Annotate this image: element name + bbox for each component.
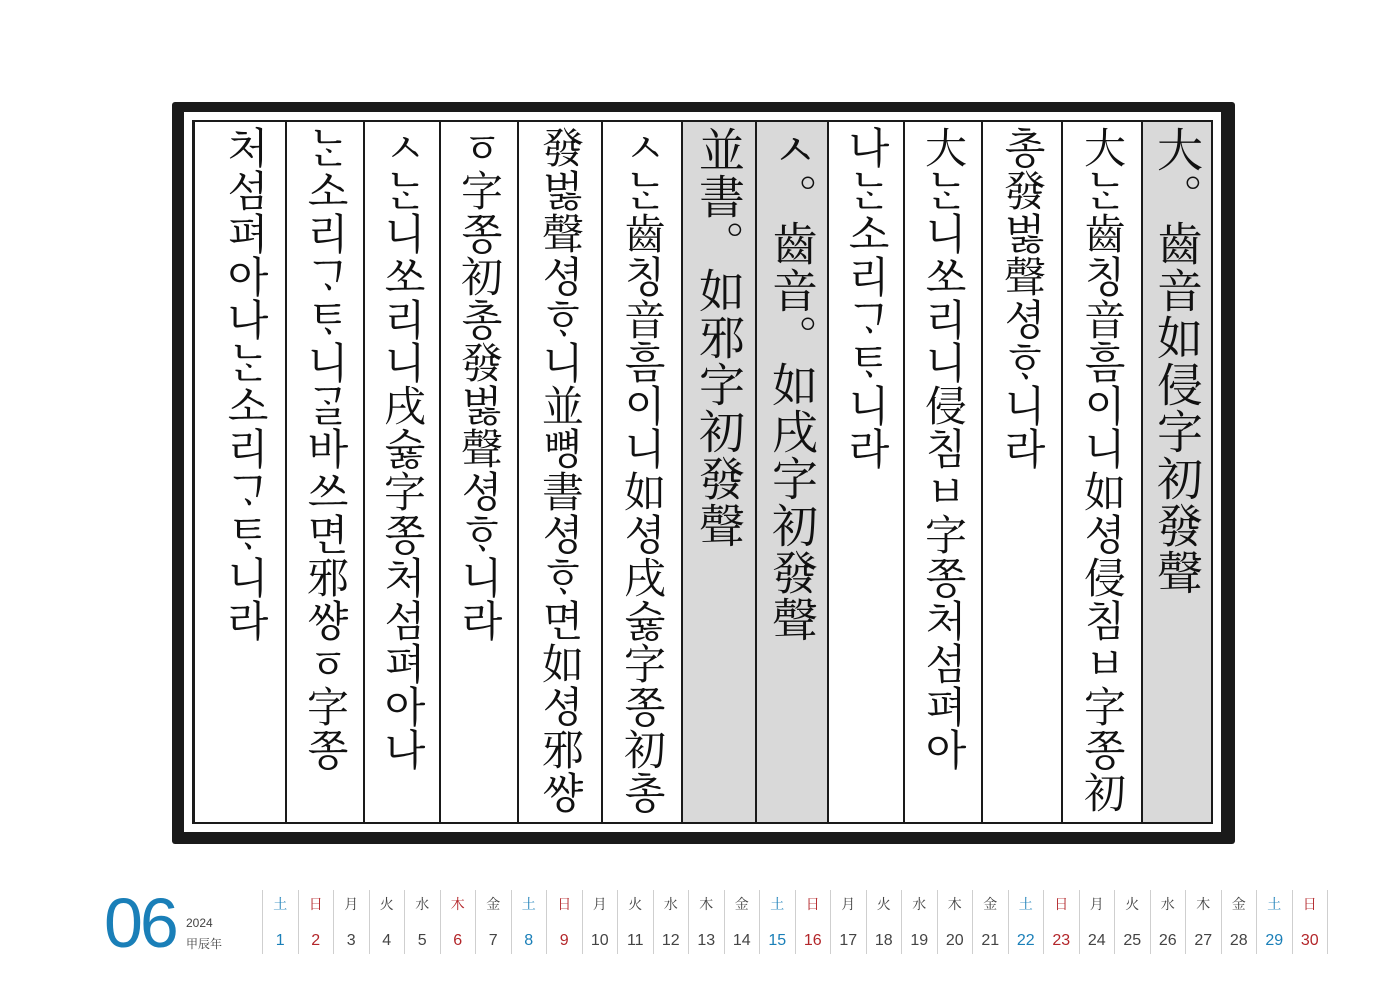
year-label: 2024 xyxy=(186,916,213,930)
day-cell xyxy=(1256,890,1292,954)
day-number: 17 xyxy=(839,932,858,949)
day-number: 22 xyxy=(1016,932,1035,949)
day-number: 8 xyxy=(524,932,534,949)
day-cell xyxy=(724,890,760,954)
weekday-label: 金 xyxy=(983,896,998,912)
weekday-label: 水 xyxy=(663,896,678,912)
weekday-label: 月 xyxy=(841,896,856,912)
day-strip xyxy=(262,890,1328,954)
day-cell xyxy=(901,890,937,954)
text-column xyxy=(363,122,439,822)
day-number: 4 xyxy=(382,932,392,949)
text-column xyxy=(439,122,517,822)
day-cell xyxy=(440,890,476,954)
day-cell xyxy=(653,890,689,954)
weekday-label: 土 xyxy=(1018,896,1033,912)
column-text: 나ᄂᆞᆫ소리ᄀᆞᄐᆞ니라 xyxy=(842,126,891,470)
day-number: 19 xyxy=(910,932,929,949)
weekday-label: 月 xyxy=(344,896,359,912)
column-text: 大。齒音如侵字初發聲 xyxy=(1150,126,1204,596)
text-column xyxy=(517,122,601,822)
day-number: 18 xyxy=(874,932,893,949)
day-cell xyxy=(866,890,902,954)
woodblock-plate xyxy=(172,102,1235,844)
plate-inner-border xyxy=(184,112,1221,832)
day-number: 7 xyxy=(488,932,498,949)
weekday-label: 火 xyxy=(379,896,394,912)
day-number: 16 xyxy=(803,932,822,949)
text-column xyxy=(903,122,981,822)
day-number: 30 xyxy=(1300,932,1319,949)
day-number: 15 xyxy=(768,932,787,949)
column-text: 처섬펴아나ᄂᆞᆫ소리ᄀᆞᄐᆞ니라 xyxy=(221,126,270,642)
weekday-label: 土 xyxy=(1267,896,1282,912)
day-number: 1 xyxy=(275,932,285,949)
weekday-label: 日 xyxy=(308,896,323,912)
day-cell xyxy=(1185,890,1221,954)
weekday-label: 土 xyxy=(521,896,536,912)
day-cell xyxy=(262,890,298,954)
day-cell xyxy=(1292,890,1329,954)
text-column xyxy=(755,122,827,822)
text-column xyxy=(601,122,681,822)
day-cell xyxy=(830,890,866,954)
column-text: ᄂᆞᆫ소리ᄀᆞᄐᆞ니ᄀᆞᆯ바쓰면邪썅ㆆ字쫑 xyxy=(301,126,350,771)
weekday-label: 火 xyxy=(1125,896,1140,912)
weekday-label: 日 xyxy=(557,896,572,912)
weekday-label: 月 xyxy=(1089,896,1104,912)
day-number: 14 xyxy=(732,932,751,949)
weekday-label: 水 xyxy=(415,896,430,912)
day-number: 26 xyxy=(1158,932,1177,949)
weekday-label: 木 xyxy=(450,896,465,912)
column-text: ㅅᄂᆞᆫ니쏘리니戌슗字쫑처섬펴아나 xyxy=(378,126,427,771)
column-text: ㆆ字쫑初총發벓聲셩ᄒᆞ니라 xyxy=(455,126,504,642)
day-cell xyxy=(759,890,795,954)
day-cell xyxy=(546,890,582,954)
day-cell xyxy=(298,890,334,954)
day-cell xyxy=(795,890,831,954)
day-number: 11 xyxy=(626,932,644,949)
weekday-label: 水 xyxy=(912,896,927,912)
day-number: 3 xyxy=(346,932,356,949)
weekday-label: 金 xyxy=(734,896,749,912)
ganji-year-label: 甲辰年 xyxy=(186,937,223,951)
weekday-label: 木 xyxy=(699,896,714,912)
weekday-label: 水 xyxy=(1160,896,1175,912)
day-number: 12 xyxy=(661,932,680,949)
day-number: 9 xyxy=(559,932,569,949)
column-text: 並書。如邪字初發聲 xyxy=(692,126,746,549)
day-number: 10 xyxy=(590,932,609,949)
manuscript-columns xyxy=(192,120,1213,824)
text-column xyxy=(285,122,363,822)
day-number: 28 xyxy=(1229,932,1248,949)
weekday-label: 火 xyxy=(628,896,643,912)
day-cell xyxy=(937,890,973,954)
day-cell xyxy=(617,890,653,954)
column-text: ㅅᄂᆞᆫ齒칭音흠이니如셩戌슗字쫑初총 xyxy=(618,126,667,814)
weekday-label: 月 xyxy=(592,896,607,912)
day-cell xyxy=(333,890,369,954)
day-number: 25 xyxy=(1123,932,1142,949)
day-cell xyxy=(369,890,405,954)
day-number: 23 xyxy=(1052,932,1071,949)
weekday-label: 木 xyxy=(947,896,962,912)
day-cell xyxy=(972,890,1008,954)
day-number: 5 xyxy=(417,932,427,949)
day-number: 24 xyxy=(1087,932,1106,949)
day-cell xyxy=(1221,890,1257,954)
day-cell xyxy=(1043,890,1079,954)
text-column xyxy=(205,122,285,822)
day-cell xyxy=(1008,890,1044,954)
day-cell xyxy=(582,890,618,954)
text-column xyxy=(1061,122,1141,822)
day-number: 13 xyxy=(697,932,716,949)
day-number: 21 xyxy=(981,932,1000,949)
day-cell xyxy=(1150,890,1186,954)
day-number: 2 xyxy=(311,932,321,949)
day-cell xyxy=(1079,890,1115,954)
text-column xyxy=(681,122,755,822)
weekday-label: 金 xyxy=(1231,896,1246,912)
weekday-label: 日 xyxy=(805,896,820,912)
day-number: 20 xyxy=(945,932,964,949)
column-text: ㅅ。齒音。如戌字初發聲 xyxy=(765,126,819,643)
column-text: 총發벓聲셩ᄒᆞ니라 xyxy=(998,126,1047,470)
day-cell xyxy=(1114,890,1150,954)
weekday-label: 日 xyxy=(1054,896,1069,912)
weekday-label: 土 xyxy=(770,896,785,912)
column-text: 大ᄂᆞᆫ齒칭音흠이니如셩侵침ㅂ字쫑初 xyxy=(1078,126,1127,814)
day-cell xyxy=(475,890,511,954)
day-number: 29 xyxy=(1265,932,1284,949)
weekday-label: 火 xyxy=(876,896,891,912)
month-number: 06 xyxy=(104,884,176,962)
day-cell xyxy=(511,890,547,954)
text-column xyxy=(981,122,1061,822)
day-number: 27 xyxy=(1194,932,1213,949)
weekday-label: 日 xyxy=(1302,896,1317,912)
day-cell xyxy=(404,890,440,954)
text-column xyxy=(827,122,903,822)
column-text: 發벓聲셩ᄒᆞ니並뼝書셩ᄒᆞ면如셩邪썅 xyxy=(536,126,585,814)
day-number: 6 xyxy=(453,932,463,949)
text-column xyxy=(1141,122,1211,822)
weekday-label: 土 xyxy=(273,896,288,912)
weekday-label: 木 xyxy=(1196,896,1211,912)
column-text: 大ᄂᆞᆫ니쏘리니侵침ㅂ字쫑처섬펴아 xyxy=(919,126,968,771)
day-cell xyxy=(688,890,724,954)
weekday-label: 金 xyxy=(486,896,501,912)
